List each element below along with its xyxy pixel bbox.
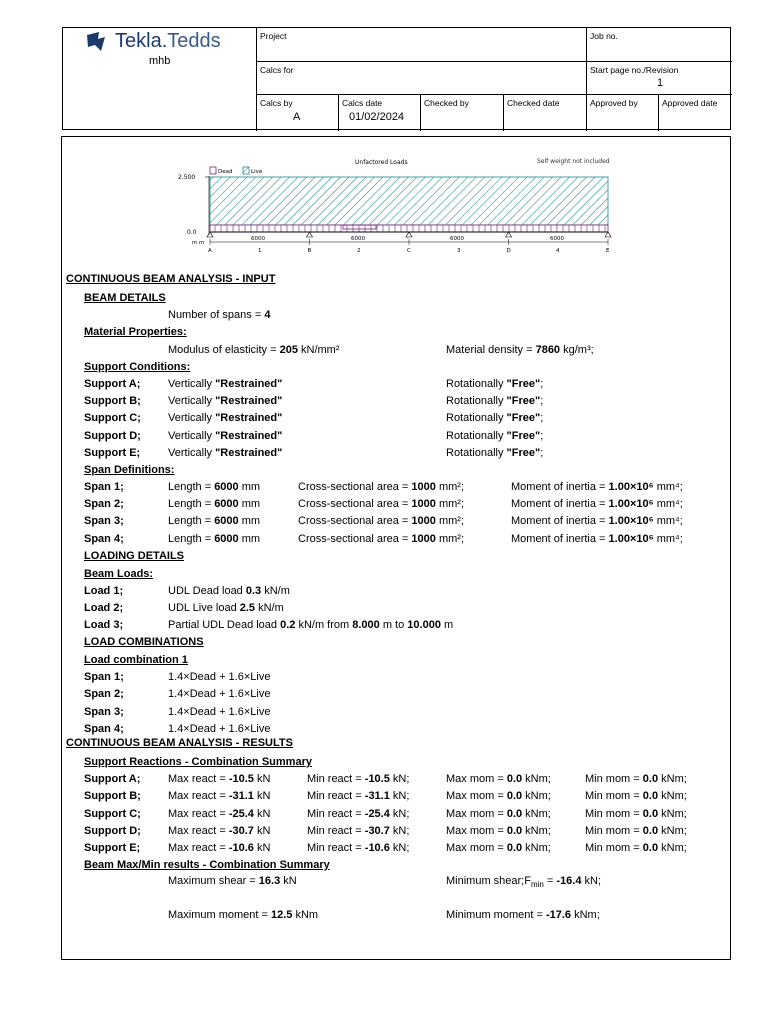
loads-diagram [167,155,622,257]
svg-text:6000: 6000 [351,236,365,242]
svg-text:1: 1 [258,248,262,254]
axis-unit-m2: m [199,240,205,246]
tekla-logo-icon [85,31,115,53]
support-rotational: Rotationally "Free"; [446,429,544,442]
span-length: Length = 6000 mm [168,532,261,545]
combo-text: 1.4×Dead + 1.6×Live [168,705,271,718]
checkedby-cell [420,94,504,131]
jobno-label: Job no. [590,31,618,41]
brand-secondary: Tedds [167,30,221,52]
beam-details-heading: BEAM DETAILS [84,292,166,304]
calcsdate-value: 01/02/2024 [349,111,405,123]
reaction-max-mom: Max mom = 0.0 kNm; [446,842,551,855]
calcsfor-cell [256,61,587,95]
support-vertical: Vertically "Restrained" [168,446,283,459]
diagram-title: Unfactored Loads [355,159,408,166]
reaction-min-mom: Min mom = 0.0 kNm; [585,773,687,785]
load-text: UDL Live load 2.5 kN/m [168,602,284,614]
reaction-min-mom: Min mom = 0.0 kNm; [585,807,687,820]
calc-body [61,136,731,960]
reaction-max: Max react = -30.7 kN [168,824,271,837]
reaction-support-name: Support C; [84,807,141,820]
beam-loads-heading: Beam Loads: [84,568,154,580]
span-length: Length = 6000 mm [168,481,261,493]
svg-text:6000: 6000 [251,236,265,242]
combo-span-name: Span 1; [84,671,124,683]
span-moi: Moment of inertia = 1.00×10⁶ mm⁴; [511,481,683,493]
calcsby-label: Calcs by [260,98,293,108]
jobno-cell [586,28,732,62]
diagram-note: Self weight not included [537,158,610,165]
span-moi: Moment of inertia = 1.00×10⁶ mm⁴; [511,515,683,528]
load-name: Load 2; [84,602,124,614]
reaction-min: Min react = -30.7 kN; [307,824,410,837]
reaction-max: Max react = -25.4 kN [168,807,271,820]
calcsby-value: A [293,111,301,123]
combo-title: Load combination 1 [84,654,188,666]
svg-text:4: 4 [556,248,560,254]
span-moi: Moment of inertia = 1.00×10⁶ mm⁴; [511,532,683,545]
reaction-max: Max react = -10.5 kN [168,773,271,785]
calcsdate-cell [338,94,421,131]
reaction-min-mom: Min mom = 0.0 kNm; [585,842,687,855]
support-name: Support B; [84,395,141,408]
node-labels [208,248,610,254]
approveddate-label: Approved date [662,98,718,108]
dead-load-udl [210,225,608,232]
brand-primary: Tekla [115,30,162,52]
span-area: Cross-sectional area = 1000 mm²; [298,498,465,511]
reaction-support-name: Support A; [84,773,141,785]
min-moment: Minimum moment = -17.6 kNm; [446,909,600,921]
calcsby-cell [256,94,339,131]
reaction-min: Min react = -10.5 kN; [307,773,410,785]
combo-text: 1.4×Dead + 1.6×Live [168,688,271,701]
approvedby-cell [586,94,659,131]
reaction-min: Min react = -25.4 kN; [307,807,410,820]
span-area: Cross-sectional area = 1000 mm²; [298,532,465,545]
support-rotational: Rotationally "Free"; [446,446,544,459]
support-name: Support A; [84,378,141,390]
reaction-min: Min react = -10.6 kN; [307,842,410,855]
startpage-value: 1 [657,77,664,89]
input-section-title: CONTINUOUS BEAM ANALYSIS - INPUT [66,273,276,285]
svg-text:2: 2 [357,248,361,254]
reaction-support-name: Support D; [84,824,141,837]
approvedby-label: Approved by [590,98,638,108]
combo-span-name: Span 4; [84,722,124,735]
svg-text:D: D [506,248,511,254]
material-heading: Material Properties: [84,326,187,338]
support-vertical: Vertically "Restrained" [168,412,283,425]
axis-unit-m: m [192,240,198,246]
company-name: mhb [149,55,171,67]
svg-text:C: C [407,248,411,254]
project-cell [256,28,587,62]
support-name: Support E; [84,446,141,459]
reaction-min: Min react = -31.1 kN; [307,790,410,803]
density: Material density = 7860 kg/m³; [446,344,594,356]
results-section-title: CONTINUOUS BEAM ANALYSIS - RESULTS [66,737,293,749]
reaction-support-name: Support B; [84,790,141,803]
support-rotational: Rotationally "Free"; [446,395,544,408]
calcsdate-label: Calcs date [342,98,383,108]
combo-text: 1.4×Dead + 1.6×Live [168,671,271,683]
y-top-label: 2.500 [178,174,196,181]
legend-live: Live [251,169,263,175]
span-moi: Moment of inertia = 1.00×10⁶ mm⁴; [511,498,683,511]
load3-text: Partial UDL Dead load 0.2 kN/m from 8.000 m to 10.000 m [168,619,454,631]
reaction-max: Max react = -10.6 kN [168,842,271,855]
load-combinations-heading: LOAD COMBINATIONS [84,636,204,648]
load-name: Load 1; [84,585,124,597]
loading-details-heading: LOADING DETAILS [84,550,185,562]
approveddate-cell [658,94,732,131]
calcsfor-label: Calcs for [260,65,294,75]
support-vertical: Vertically "Restrained" [168,395,283,408]
reaction-min-mom: Min mom = 0.0 kNm; [585,824,687,837]
reaction-max-mom: Max mom = 0.0 kNm; [446,790,551,803]
combo-text: 1.4×Dead + 1.6×Live [168,722,271,735]
span-name: Span 3; [84,515,124,528]
modulus: Modulus of elasticity = 205 kN/mm² [168,344,340,356]
load-text: UDL Dead load 0.3 kN/m [168,585,290,597]
reaction-max: Max react = -31.1 kN [168,790,271,803]
live-load-udl [210,177,608,225]
combo-span-name: Span 3; [84,705,124,718]
span-name: Span 4; [84,532,124,545]
startpage-label: Start page no./Revision [590,65,679,75]
support-rotational: Rotationally "Free"; [446,378,544,390]
support-name: Support D; [84,429,141,442]
project-label: Project [260,31,287,41]
max-moment: Maximum moment = 12.5 kNm [168,909,319,921]
svg-text:6000: 6000 [450,236,464,242]
legend-live-swatch [243,167,249,174]
checkeddate-label: Checked date [507,98,560,108]
support-name: Support C; [84,412,141,425]
reactions-heading: Support Reactions - Combination Summary [84,756,312,768]
span-area: Cross-sectional area = 1000 mm²; [298,515,465,528]
legend-dead-swatch [210,167,216,174]
checkedby-label: Checked by [424,98,469,108]
y-zero-label: 0.0 [187,229,197,236]
span-heading: Span Definitions: [84,464,175,476]
span-length: Length = 6000 mm [168,498,261,511]
svg-text:3: 3 [457,248,461,254]
svg-text:A: A [208,248,212,254]
span-length: Length = 6000 mm [168,515,261,528]
support-vertical: Vertically "Restrained" [168,378,283,390]
support-rotational: Rotationally "Free"; [446,412,544,425]
legend-dead: Dead [218,169,233,175]
max-shear: Maximum shear = 16.3 kN [168,875,297,887]
combo-span-name: Span 2; [84,688,124,701]
span-name: Span 1; [84,481,124,493]
title-block: Tekla.Tedds mhb Project Job no. Calcs for Start page no./Revision 1 Calcs by A Calcs date 01/02/2024 Checked by Checked date Approved by Approved date [62,27,731,130]
load3-name: Load 3; [84,619,124,631]
beam-results-heading: Beam Max/Min results - Combination Summary [84,859,330,871]
svg-text:E: E [606,248,610,254]
startpage-cell [586,61,732,95]
reaction-support-name: Support E; [84,842,141,855]
num-spans: Number of spans = 4 [168,309,271,321]
reaction-max-mom: Max mom = 0.0 kNm; [446,824,551,837]
reaction-min-mom: Min mom = 0.0 kNm; [585,790,687,803]
reaction-max-mom: Max mom = 0.0 kNm; [446,773,551,785]
support-heading: Support Conditions: [84,361,191,373]
svg-text:B: B [307,248,312,254]
span-area: Cross-sectional area = 1000 mm²; [298,481,465,493]
reaction-max-mom: Max mom = 0.0 kNm; [446,807,551,820]
min-shear: Minimum $shear;F_{min} = -16.4$ kN; [446,875,602,890]
checkeddate-cell [503,94,587,131]
svg-text:6000: 6000 [550,236,564,242]
support-vertical: Vertically "Restrained" [168,429,283,442]
span-name: Span 2; [84,498,124,511]
